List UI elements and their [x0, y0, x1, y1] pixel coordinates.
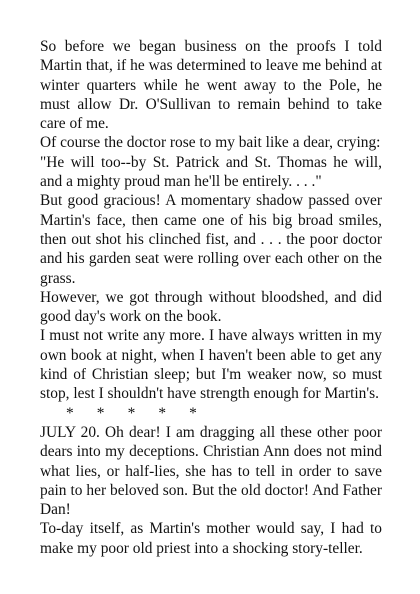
paragraph: So before we began business on the proofs I told Martin that, if he was determined to leave me behind at winter quarters while he went away to the Pole, he must allow Dr. O'Sullivan to remain behind to take care of me.	[40, 38, 382, 133]
paragraph: To-day itself, as Martin's mother would say, I had to make my poor old priest into a shocking story-teller.	[40, 520, 382, 557]
paragraph: However, we got through without bloodshed, and did good day's work on the book.	[40, 288, 382, 326]
paragraph: Of course the doctor rose to my bait like a dear, crying:	[40, 134, 381, 152]
paragraph: But good gracious! A momentary shadow passed over Martin's face, then came one of his big broad smiles, then out shot his clinched fist, and . . . the poor doctor and his garden seat were rolling over each other on the grass.	[40, 192, 382, 287]
paragraph: JULY 20. Oh dear! I am dragging all these other poor dears into my deceptions. Christian Ann does not mind what lies, or half-lies, she has to tell in order to save pain to her beloved son. But the old doctor! And Father Dan!	[40, 423, 382, 519]
paragraph: I must not write any more. I have always written in my own book at night, when I haven't been able to get any kind of Christian sleep; but I'm weaker now, so must stop, lest I shouldn't have strength enough for Martin's.	[40, 327, 382, 403]
section-separator: * * * * *	[66, 404, 197, 422]
paragraph: "He will too--by St. Patrick and St. Thomas he will, and a mighty proud man he'll be entirely. . . ."	[40, 153, 382, 191]
document-page	[40, 37, 382, 558]
